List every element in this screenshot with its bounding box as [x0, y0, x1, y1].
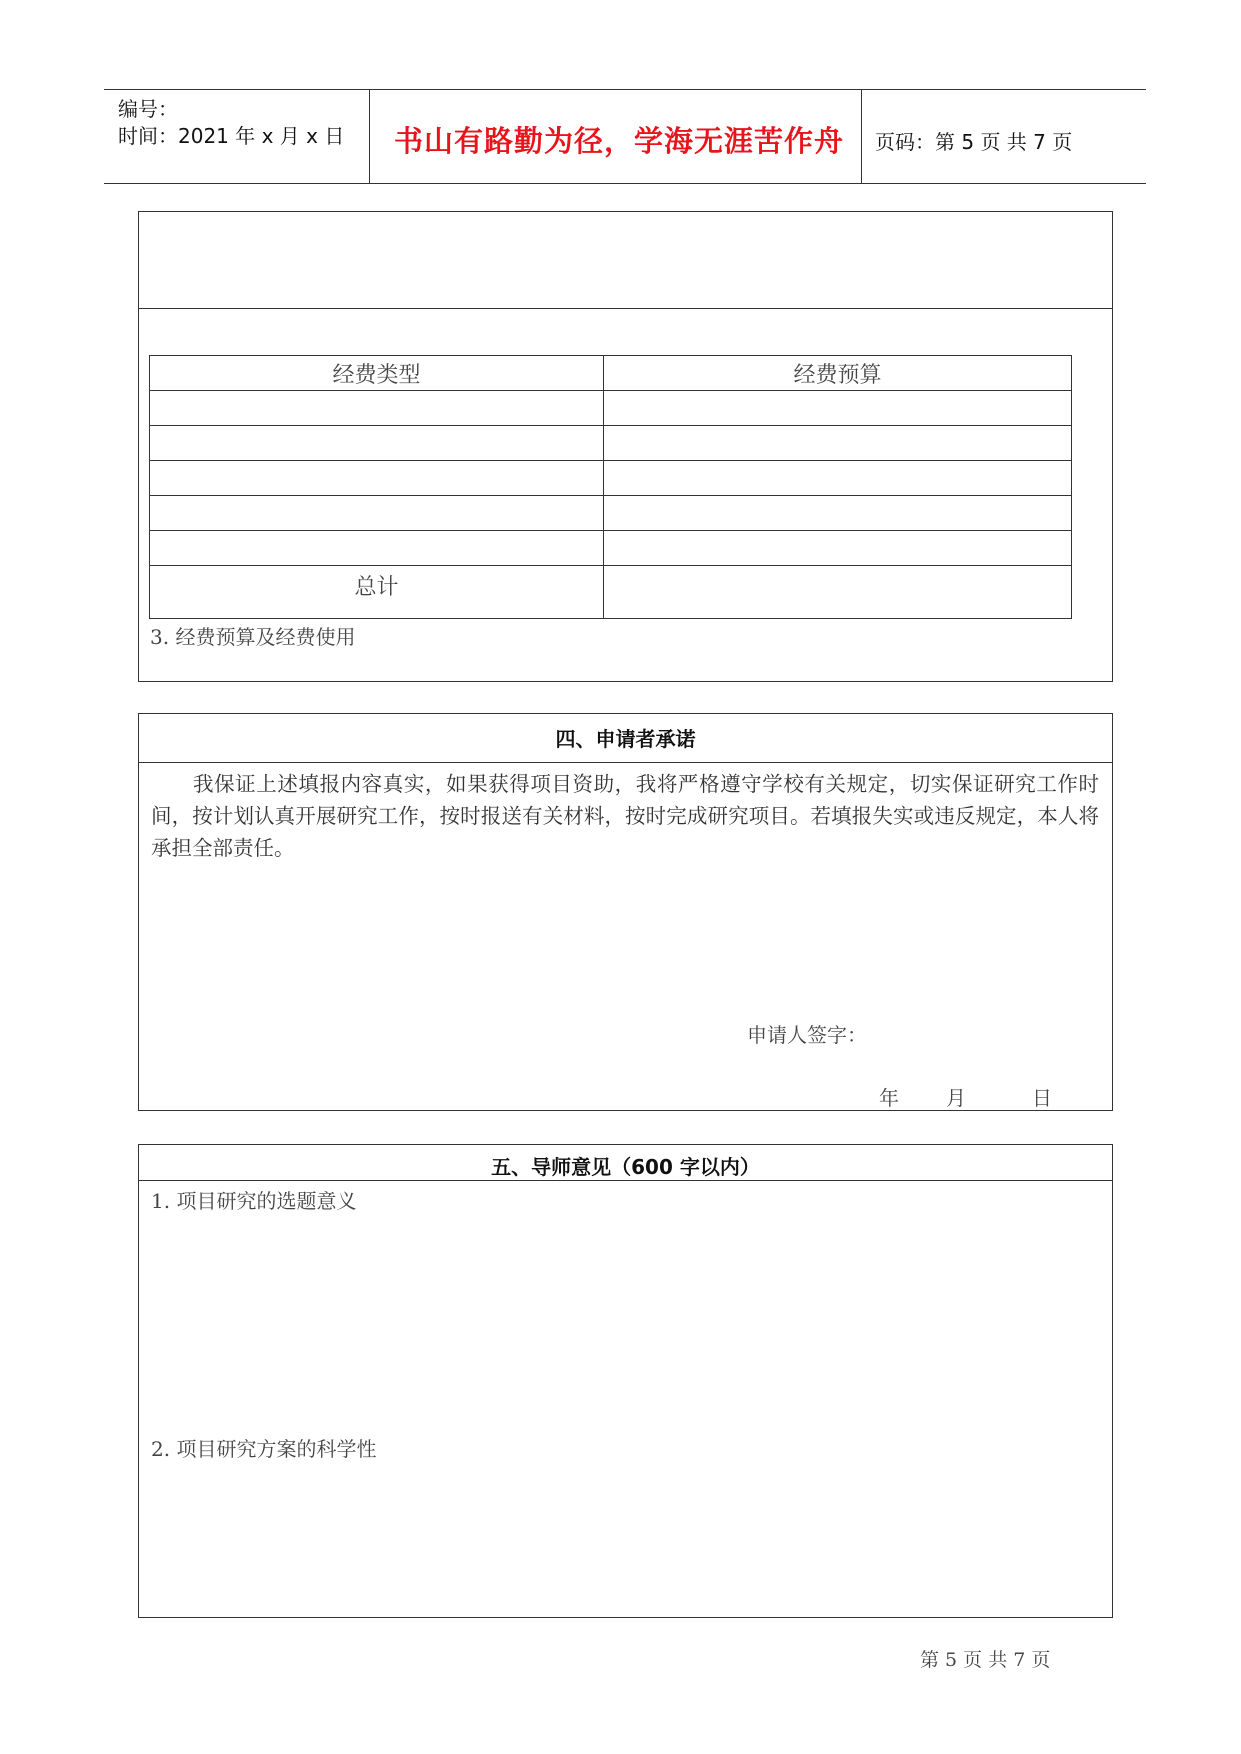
column-header-type: 经费类型: [150, 356, 604, 391]
date-day-label: 日: [1032, 1086, 1052, 1110]
budget-amount-cell[interactable]: [604, 496, 1072, 531]
pledge-title: 四、申请者承诺: [555, 727, 696, 751]
budget-type-cell[interactable]: [150, 531, 604, 566]
budget-table: [149, 355, 1072, 619]
advisor-item-scientific-design: 2. 项目研究方案的科学性: [151, 1437, 377, 1461]
budget-header-row: [150, 356, 1072, 391]
advisor-item-topic-significance: 1. 项目研究的选题意义: [151, 1189, 357, 1213]
budget-section-divider: [139, 308, 1112, 309]
advisor-section: [138, 1144, 1113, 1618]
table-row: [150, 531, 1072, 566]
budget-type-cell[interactable]: [150, 426, 604, 461]
header-motto: 书山有路勤为径，学海无涯苦作舟: [394, 124, 845, 158]
budget-amount-cell[interactable]: [604, 391, 1072, 426]
budget-amount-cell[interactable]: [604, 531, 1072, 566]
document-number-label: 编号：: [118, 97, 178, 121]
advisor-title-divider: [139, 1180, 1112, 1181]
header-bottom-rule: [104, 183, 1146, 184]
document-time-label: 时间：2021 年 x 月 x 日: [118, 124, 345, 148]
budget-type-cell[interactable]: [150, 496, 604, 531]
budget-type-cell[interactable]: [150, 391, 604, 426]
footer-page-number: 第 5 页 共 7 页: [920, 1649, 1051, 1671]
table-row: [150, 426, 1072, 461]
budget-amount-cell[interactable]: [604, 461, 1072, 496]
header-divider-right: [861, 89, 862, 184]
header-divider-left: [369, 89, 370, 184]
column-header-amount: 经费预算: [604, 356, 1072, 391]
date-year-label: 年: [879, 1086, 899, 1110]
table-row: [150, 496, 1072, 531]
pledge-title-divider: [139, 762, 1112, 763]
budget-total-value[interactable]: [604, 566, 1072, 619]
pledge-section: [138, 713, 1113, 1111]
table-row: [150, 391, 1072, 426]
budget-amount-cell[interactable]: [604, 426, 1072, 461]
advisor-title: 五、导师意见（600 字以内）: [491, 1155, 760, 1179]
budget-total-row: [150, 566, 1072, 619]
header-page-label: 页码：第 5 页 共 7 页: [875, 130, 1073, 154]
table-row: [150, 461, 1072, 496]
pledge-text: 我保证上述填报内容真实，如果获得项目资助，我将严格遵守学校有关规定，切实保证研究工作时间，按计划认真开展研究工作，按时报送有关材料，按时完成研究项目。若填报失实或违反规定，本人将承担全部责任。: [151, 772, 1099, 860]
budget-type-cell[interactable]: [150, 461, 604, 496]
header-top-rule: [104, 89, 1146, 90]
date-month-label: 月: [946, 1086, 966, 1110]
budget-caption: 3. 经费预算及经费使用: [150, 625, 356, 649]
budget-total-label: 总计: [150, 566, 604, 619]
applicant-signature-label: 申请人签字：: [747, 1023, 867, 1047]
